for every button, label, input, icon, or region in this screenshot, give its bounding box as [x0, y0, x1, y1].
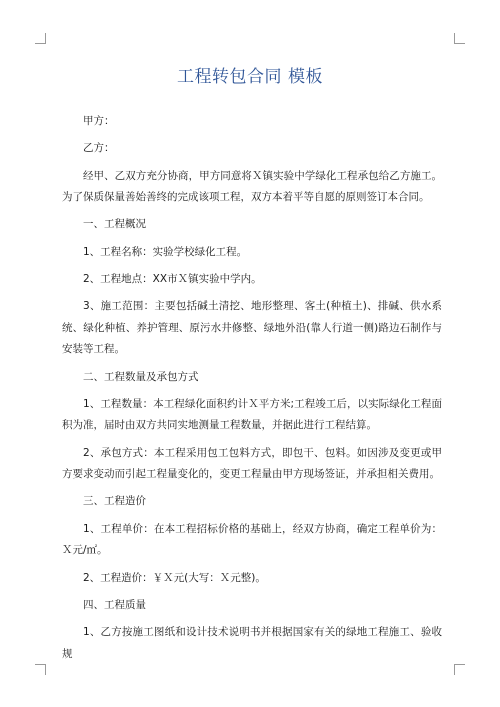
clause-unit-price: 1、工程单价：在本工程招标价格的基础上，经双方协商，确定工程单价为：Ｘ元/㎡。	[62, 522, 442, 557]
document-body	[62, 111, 442, 671]
clause-total-cost: 2、工程造价：￥Ｘ元(大写：Ｘ元整)。	[83, 571, 266, 584]
page-title: 工程转包合同 模板	[177, 67, 323, 87]
section-heading-quality: 四、工程质量	[83, 598, 146, 611]
clause-project-name: 1、工程名称：实验学校绿化工程。	[83, 245, 248, 258]
party-b-line: 乙方：	[83, 142, 115, 155]
clause-quality-standard: 1、乙方按施工图纸和设计技术说明书并根据国家有关的绿地工程施工、验收规	[62, 626, 442, 660]
section-heading-cost: 三、工程造价	[83, 495, 146, 508]
party-a-line: 甲方：	[83, 115, 115, 127]
crop-mark-bottom-left	[35, 664, 46, 675]
crop-mark-top-left	[35, 33, 46, 44]
clause-scope: 3、施工范围：主要包括碱土清挖、地形整理、客土(种植土)、排碱、供水系统、绿化种植、养护管理、原污水井修整、绿地外沿(靠人行道一侧)路边石制作与安装等工程。	[62, 300, 442, 356]
crop-mark-bottom-right	[454, 664, 465, 675]
clause-quantity: 1、工程数量：本工程绿化面积约计Ｘ平方米;工程竣工后，以实际绿化工程面积为准，届时由双方共同实地测量工程数量，并据此进行工程结算。	[62, 397, 442, 432]
section-heading-quantity: 二、工程数量及承包方式	[83, 370, 199, 383]
crop-mark-top-right	[454, 33, 465, 44]
intro-paragraph: 经甲、乙双方充分协商，甲方同意将Ｘ镇实验中学绿化工程承包给乙方施工。为了保质保量善始善终的完成该项工程，双方本着平等自愿的原则签订本合同。	[62, 169, 442, 204]
clause-project-location: 2、工程地点：XX市Ｘ镇实验中学内。	[83, 272, 262, 285]
clause-contract-method: 2、承包方式：本工程采用包工包料方式，即包干、包料。如因涉及变更或甲方要求变动而引起工程量变化的，变更工程量由甲方现场签证，并承担相关费用。	[62, 446, 442, 481]
section-heading-overview: 一、工程概况	[83, 218, 146, 231]
